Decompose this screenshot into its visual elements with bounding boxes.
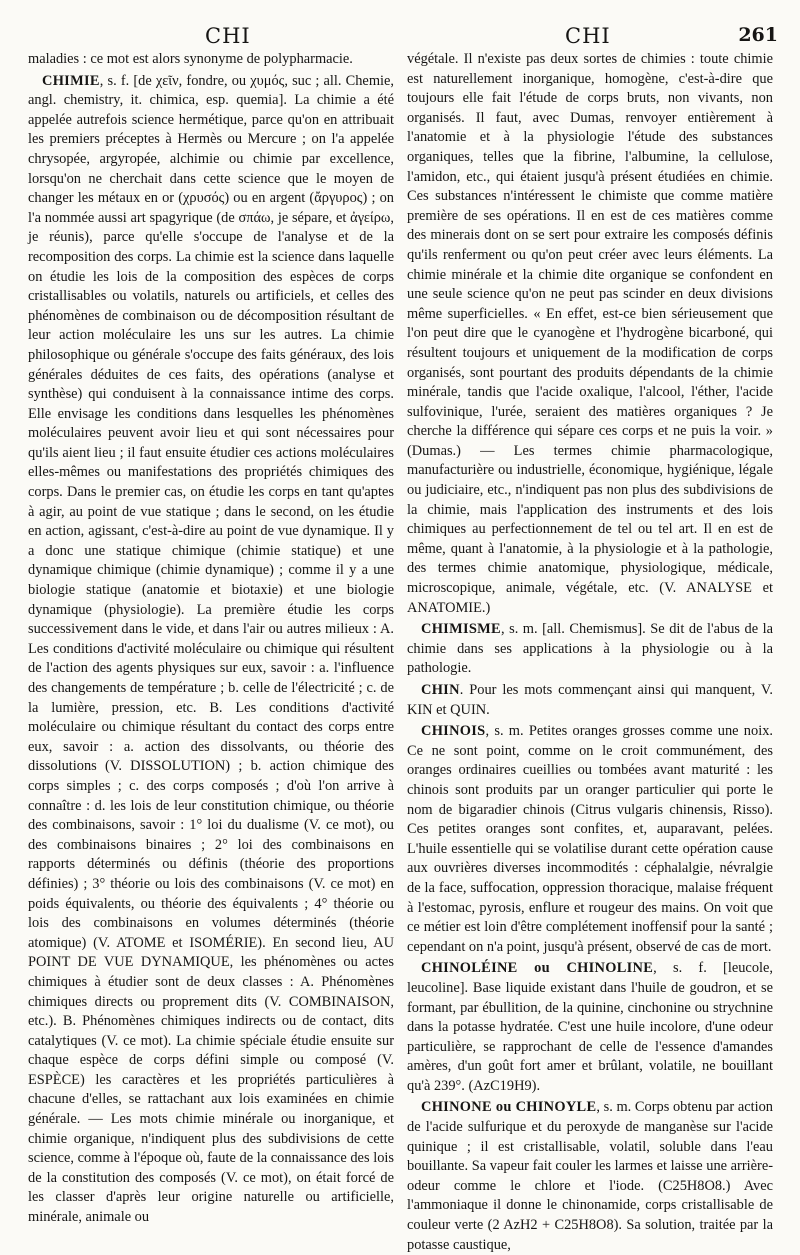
entry-chin (407, 681, 773, 720)
entry-text: , s. f. [de χεῖν, fondre, ou χυμός, suc ; all. Chemie, angl. chemistry, it. chimica, esp. quemia]. La chimie a été appelée autrefois science hermétique, parce qu'on en attribuait les premiers préceptes à Hermès ou Mercure ; on l'a appelée chrysopée, argyropée, alchimie ou chimie par excellence, lorsqu'on ne cherchait dans cette science que le moyen de changer les métaux en or (χρυσός) ou en argent (ἄργυρος) ; on l'a nommée aussi art spagyrique (de σπάω, je sépare, et ἀγείρω, je réunis), parce qu'elle s'occupe de l'analyse et de la recomposition des corps. La chimie est la science dans laquelle on étudie les lois de la composition des espèces de corps cristallisables ou volatils, naturels ou artificiels, et celles des phénomènes de combinaison ou de décomposition résultant de leur action moléculaire les uns sur les autres. La chimie philosophique ou générale s'occupe des faits généraux, des lois générales déduites de ces faits, des opérations (analyse et synthèse) qui conduisent à la connaissance intime des corps. Elle envisage les conditions dans lesquelles les phénomènes moléculaires peuvent avoir lieu et qui sont nécessaires pour qu'ils aient lieu ; il faut ensuite étudier ces actions moléculaires elles-mêmes ou manifestations des propriétés chimiques des corps. Dans le premier cas, on étudie les corps en tant qu'aptes à agir, au point de vue statique ; dans le second, on les étudie en action, agissant, c'est-à-dire au point de vue dynamique. Il y a donc une statique chimique (chimie statique) et une dynamique chimique (chimie dynamique) ; comme il y a une biologie statique (anatomie et biotaxie) et une biologie dynamique (physiologie). La première étudie les corps successivement dans le vide, et dans l'air ou autres milieux : A. Les conditions d'activité moléculaire ou chimique qui résultent de l'action des agents physiques sur eux, savoir : a. l'influence des changements de température ; b. celle de l'électricité ; c. de la lumière, pression, etc. B. Les conditions d'activité moléculaire ou chimique résultant du contact des corps entre eux, savoir : a. action des dissolvants, ou théorie des dissolutions (V. DISSOLUTION) ; b. action chimique des corps simples ; c. des corps composés ; d'où l'on arrive à connaître : d. les lois de leur constitution chimique, ou théorie des combinaisons, savoir : 1° loi du dualisme (V. ce mot), ou des combinaisons binaires ; 2° loi des combinaisons en rapports déterminés ou définis (théorie des proportions définies) ; 3° théorie ou lois des combinaisons (V. ce mot) en poids équivalents, ou théorie des équivalents ; 4° théorie ou lois des combinaisons en volumes déterminés (théorie atomique) (V. ATOME et ISOMÉRIE). En second lieu, AU POINT DE VUE DYNAMIQUE, les phénomènes ou actes chimiques à étudier sont de deux classes : A. Phénomènes chimiques directs ou proprement dits (V. COMBINAISON, etc.). B. Phénomènes chimiques indirects ou de contact, dits catalytiques (V. ce mot). La chimie spéciale étudie ensuite sur chaque espèce de corps défini simple ou composé (V. ESPÈCE) les caractères et les propriétés particulières à chacune d'elles, se rattachant aux lois examinées en chimie générale. — Les mots chimie minérale ou inorganique, et chimie organique, n'indiquent plus des subdivisions de cette science, comme à l'époque où, faute de la connaissance des lois de la constitution des composés (V. ce mot), on était forcé de les classer d'après leur origine naturelle ou artificielle, minérale, animale ou (28, 72, 394, 1226)
entry-headword: CHINONE ou CHINOYLE (421, 1099, 597, 1116)
entry-text: , s. f. [leucole, leucoline]. Base liquide existant dans l'huile de goudron, et se formant, par ébullition, de la quinine, cinchonine ou strychnine dans la potasse hydratée. C'est une huile incolore, d'une odeur particulière, se rapprochant de celle de l'essence d'amandes amères, d'un goût fort amer et brûlant, volatile, ne bouillant qu'à 239°. (AzC19H9). (407, 960, 773, 1094)
entry-headword: CHIN (421, 682, 460, 698)
left-column (28, 50, 394, 1226)
entry-continuation: maladies : ce mot est alors synonyme de polypharmacie. (28, 51, 353, 67)
entry-text: , s. m. [all. Chemismus]. Se dit de l'abus de la chimie dans ses applications à la physiologie ou à la pathologie. (407, 621, 773, 677)
entry-headword: CHINOLÉINE ou CHINOLINE (421, 960, 654, 977)
right-column (407, 50, 774, 1253)
running-head-left: CHI (205, 24, 251, 48)
entry-continuation: végétale. Il n'existe pas deux sortes de chimies : toute chimie est naturellement inorganique, homogène, c'est-à-dire que toujours elle fait l'étude de corps bruts, non vivants, non organisés. Il faut, avec Dumas, renvoyer entièrement à l'anatomie et à la physiologie l'étude des substances organiques, telles que la fibrine, l'albumine, la cellulose, l'amidon, etc., qui étaient jusqu'à présent étudiées en chimie. Ces substances n'intéressent le chimiste que comme matière première de ses opérations. Il en est de ces matières comme des minerais dont on se sert pour extraire les composés définis qu'ils renferment ou qu'on peut créer avec leurs éléments. La chimie minérale et la chimie dite organique se confondent en une seule science qu'on ne peut pas scinder en deux divisions même superficielles. « En effet, est-ce bien sérieusement que l'on peut dire que le cyanogène et l'hydrogène bicarboné, qui résultent toujours et uniquement de la modification de corps organisés, sont pourtant des produits dépendants de la chimie minérale, tandis que l'acide oxalique, l'alcool, l'éther, l'acide sulfovinique, l'urée, seraient des matières organiques ? Je cherche la différence qui sépare ces corps et ne puis la voir. » (Dumas.) — Les termes chimie pharmacologique, manufacturière ou industrielle, économique, hygiénique, légale ou judiciaire, etc., n'indiquent pas non plus des subdivisions de la chimie, mais l'application des instruments et des lois chimiques au perfectionnement de tel ou tel art. Il en est de même, quant à l'anatomie, à la physiologie et à la pathologie, des termes chimie anatomique, physiologique, médicale, microscopique, animale, végétale, etc. (V. ANALYSE et ANATOMIE.) (407, 51, 773, 616)
entry-headword: CHIMISME (421, 621, 501, 638)
entry-text: . Pour les mots commençant ainsi qui manquent, V. KIN et QUIN. (407, 682, 773, 718)
entry-text: , s. m. Petites oranges grosses comme une noix. Ce ne sont point, comme on le croit communément, des oranges ordinaires cueillies ou tombées avant maturité : les chinois sont produits par un oranger particulier qui porte le nom de bigaradier chinois (Citrus vulgaris chinensis, Risso). Ces petites oranges sont confites, et, auparavant, pelées. L'huile essentielle qui se volatilise durant cette opération cause aux ouvrières diverses incommodités : céphalalgie, névralgie de la face, suffocation, oppression thoracique, malaise fréquent à l'estomac, pyrosis, enflure et rougeur des mains. On voit que ce métier est loin d'être complétement inoffensif pour la santé ; cependant on n'a point, jusqu'à présent, observé de cas de mort. (407, 723, 773, 955)
page-number: 261 (738, 24, 778, 46)
entry-headword: CHINOIS (421, 723, 486, 740)
entry-chimisme (407, 620, 773, 679)
entry-chinoleine (407, 959, 773, 1096)
running-head-right: CHI (565, 24, 611, 48)
entry-text: , s. m. Corps obtenu par action de l'acide sulfurique et du peroxyde de manganèse sur l'acide quinique ; il est cristallisable, volatil, soluble dans l'eau bouillante. Sa vapeur fait couler les larmes et laisse une arrière-odeur comme le chlore et l'iode. (C25H8O8.) Avec l'ammoniaque il donne le chinonamide, corps cristallisable de couleur verte (2 AzH2 + C25H8O8). Sa solution, traitée par la potasse caustique, (407, 1099, 774, 1253)
entry-chinois (407, 722, 773, 957)
entry-chimie (28, 72, 394, 1228)
entry-chinone (407, 1098, 773, 1255)
entry-headword: CHIMIE (42, 72, 100, 89)
